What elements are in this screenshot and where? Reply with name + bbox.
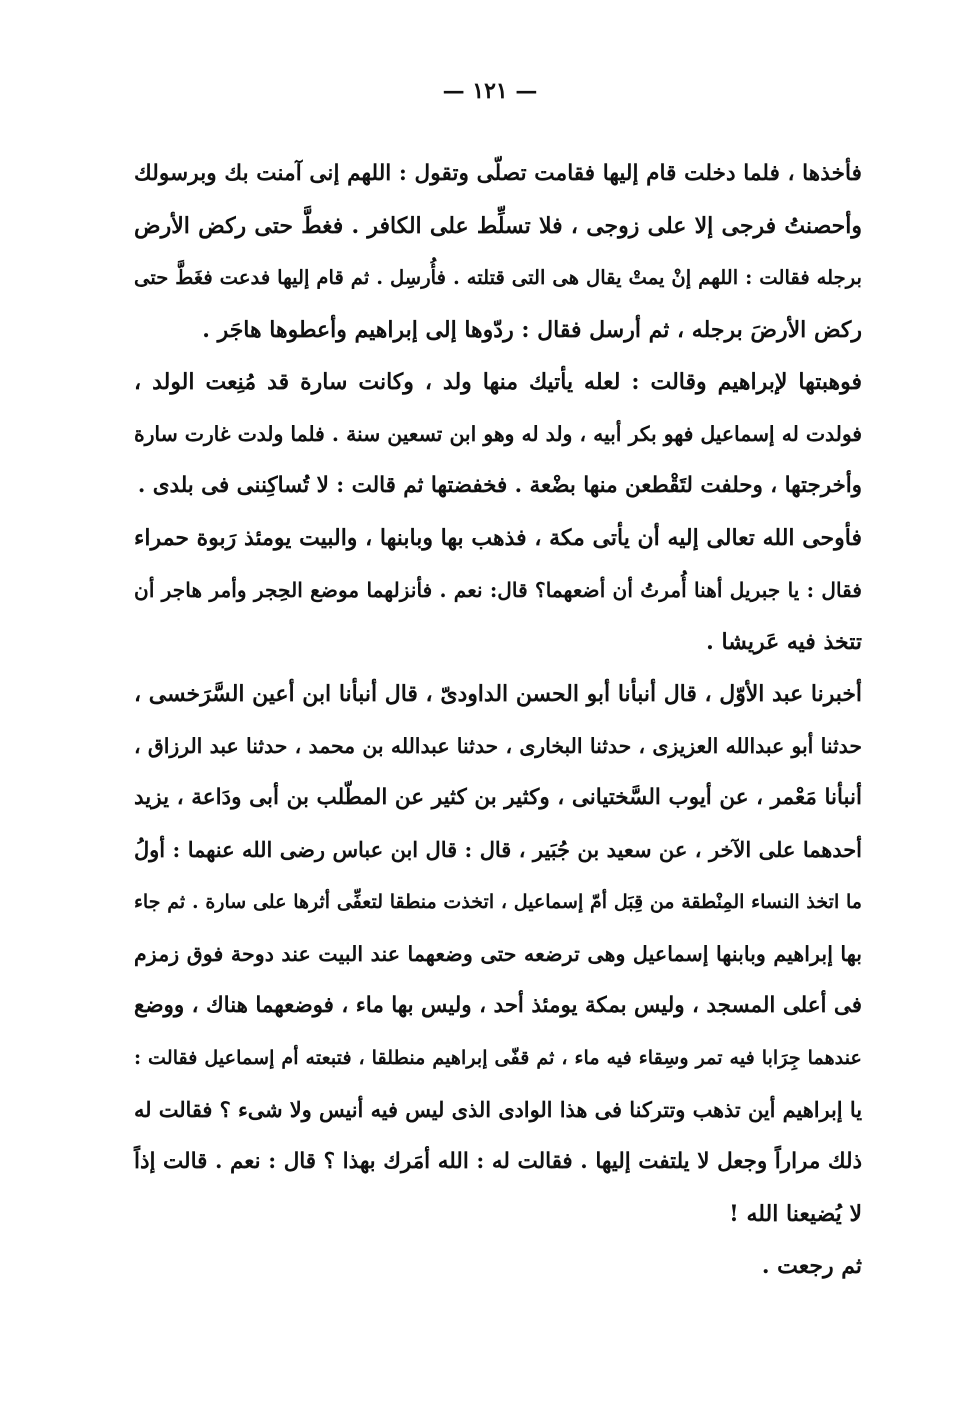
text-line: يا إبراهيم أين تذهب وتتركنا فى هذا الوادى الذى ليس فيه أنيس ولا شىء ؟ فقالت له — [134, 1097, 862, 1122]
page-number: — ١٢١ — — [442, 78, 538, 104]
text-line: وأحصنتُ فرجى إلا على زوجى ، فلا تسلِّط على الكافر . فغطَّ حتى ركض الأرض — [134, 213, 862, 239]
text-line: بها إبراهيم وبابنها إسماعيل وهى ترضعه حتى وضعهما عند البيت عند دوحة فوق زمزم — [134, 942, 862, 966]
paragraph — [134, 512, 862, 668]
text-line: برجله فقالت : اللهم إنْ يمتْ يقال هى التى قتلته . فأُرسِل . ثم قام إليها فدعت فغَطَّ حتى — [134, 266, 862, 289]
text-line: فى أعلى المسجد ، وليس بمكة يومئذ أحد ، وليس بها ماء ، فوضعهما هناك ، ووضع — [134, 993, 862, 1018]
text-line: أخبرنا عبد الأوّل ، قال أنبأنا أبو الحسن الداودىّ ، قال أنبأنا ابن أعين السَّرَخسى ، — [134, 681, 862, 707]
text-line: ركض الأرضَ برجله ، ثم أرسل فقال : ردّوها إلى إبراهيم وأعطوها هاجَر . — [202, 317, 862, 343]
text-line: فولدت له إسماعيل فهو بكر أبيه ، ولد له وهو ابن تسعين سنة . فلما ولدت غارت سارة — [134, 422, 862, 446]
text-line: فأخذها ، فلما دخلت قام إليها فقامت تصلّى وتقول : اللهم إنى آمنت بك وبرسولك — [134, 161, 862, 186]
text-line: لا يُضيعنا الله ! — [729, 1201, 862, 1227]
text-line: أنبأنا مَعْمر ، عن أيوب السَّختيانى ، وكثير بن كثير عن المطّلب بن أبى ودَاعة ، يزيد — [134, 785, 862, 810]
text-line: عندهما جِرَابا فيه تمر وسِقاء فيه ماء ، ثم قفّى إبراهيم منطلقا ، فتبعته أم إسماعيل فقالت : — [134, 1046, 862, 1069]
paragraph — [134, 356, 862, 512]
text-line: تتخذ فيه عَريشا . — [706, 629, 862, 655]
text-line: ذلك مراراً وجعل لا يلتفت إليها . فقالت له : الله أمَرك بهذا ؟ قال : نعم . قالت إذاً — [134, 1149, 862, 1174]
body-text — [134, 148, 862, 1292]
paragraph — [134, 668, 862, 1240]
paragraph — [134, 148, 862, 356]
text-line: فوهبتها لإبراهيم وقالت : لعله يأتيك منها ولد ، وكانت سارة قد مُنِعت الولد ، — [134, 369, 862, 395]
text-line: فأوحى الله تعالى إليه أن يأتى مكة ، فذهب بها وبابنها ، والبيت يومئذ رَبوة حمراء — [134, 525, 862, 551]
text-line: ثم رجعت . — [761, 1253, 862, 1279]
text-line: وأخرجتها ، وحلفت لتَقْطعن منها بضْعة . فخفضتها ثم قالت : لا تُساكِننى فى بلدى . — [137, 473, 862, 498]
text-line: حدثنا أبو عبدالله العزيزى ، حدثنا البخارى ، حدثنا عبدالله بن محمد ، حدثنا عبد الرزاق ، — [134, 734, 862, 758]
paragraph — [134, 1240, 862, 1292]
text-line: أحدهما على الآخر ، عن سعيد بن جُبَير ، قال : قال ابن عباس رضى الله عنهما : أولُ — [134, 837, 862, 862]
text-line: فقال : يا جبريل أهنا أُمرتُ أن أضعهما؟ قال: نعم . فأنزلهما موضع الحِجر وأمر هاجر أن — [134, 578, 862, 602]
text-line: ما اتخذ النساء المِنْطقة من قِبَل أمّ إسماعيل ، اتخذت منطقا لتعفِّى أثرها على سارة . ثم جاء — [134, 891, 862, 913]
